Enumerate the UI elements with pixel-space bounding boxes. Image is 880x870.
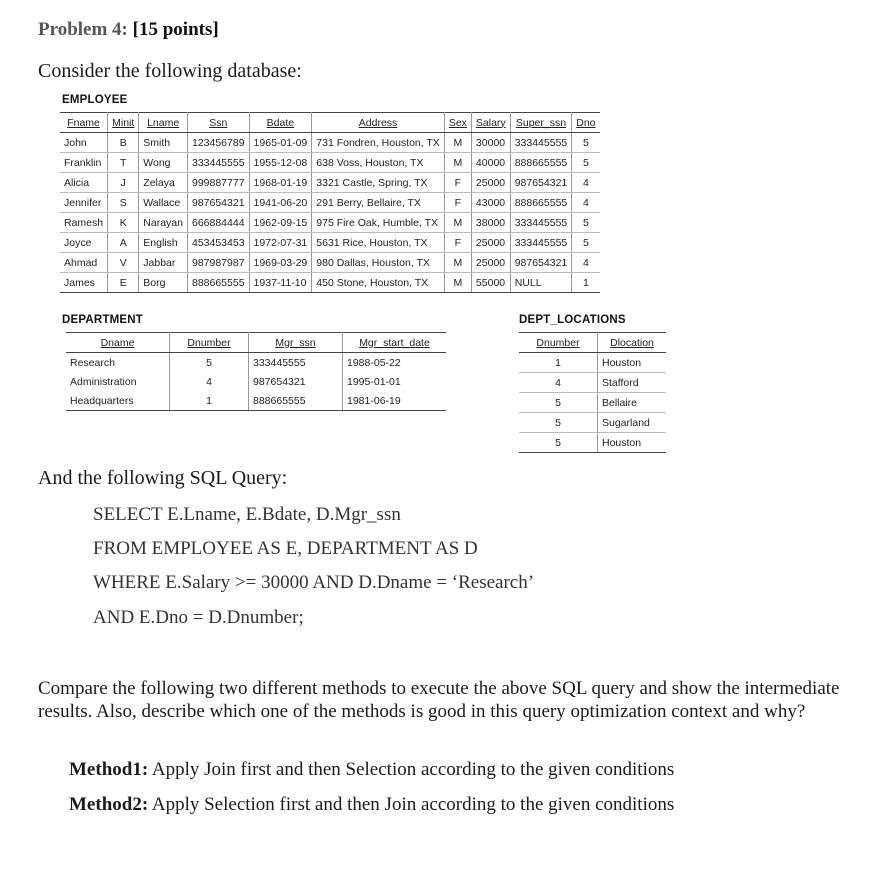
- employee-row: [60, 253, 600, 273]
- method-2-label: Method2:: [69, 794, 149, 815]
- employee-header-super-ssn: Super_ssn: [510, 113, 572, 133]
- department-cell-mgr-ssn: 888665555: [249, 391, 343, 411]
- employee-cell-fname: James: [60, 273, 108, 293]
- employee-cell-lname: Wong: [139, 153, 188, 173]
- dept-locations-row: [519, 433, 666, 453]
- employee-cell-minit: A: [108, 233, 139, 253]
- dept-locations-row: [519, 393, 666, 413]
- employee-cell-sex: F: [444, 233, 471, 253]
- department-cell-mgr-start-date: 1981-06-19: [343, 391, 447, 411]
- employee-cell-fname: Joyce: [60, 233, 108, 253]
- employee-cell-lname: Borg: [139, 273, 188, 293]
- employee-header-row: [60, 113, 600, 133]
- method-2-text: Apply Selection first and then Join according to the given conditions: [148, 794, 675, 815]
- employee-header-ssn: Ssn: [187, 113, 249, 133]
- department-table-body: [66, 353, 446, 411]
- method-1-text: Apply Join first and then Selection according to the given conditions: [148, 759, 675, 780]
- employee-cell-super-ssn: NULL: [510, 273, 572, 293]
- employee-cell-fname: Ahmad: [60, 253, 108, 273]
- employee-cell-minit: T: [108, 153, 139, 173]
- employee-cell-address: 450 Stone, Houston, TX: [312, 273, 445, 293]
- problem-label: Problem 4:: [38, 19, 128, 40]
- employee-cell-bdate: 1969-03-29: [249, 253, 312, 273]
- employee-cell-salary: 25000: [471, 173, 510, 193]
- department-row: [66, 372, 446, 391]
- employee-cell-salary: 55000: [471, 273, 510, 293]
- employee-cell-address: 975 Fire Oak, Humble, TX: [312, 213, 445, 233]
- employee-cell-super-ssn: 888665555: [510, 193, 572, 213]
- dept-locations-row: [519, 373, 666, 393]
- employee-cell-super-ssn: 333445555: [510, 213, 572, 233]
- department-header-row: [66, 333, 446, 353]
- dept-locations-cell-dnumber: 1: [519, 353, 598, 373]
- department-cell-mgr-start-date: 1995-01-01: [343, 372, 447, 391]
- dept-locations-header-dlocation: Dlocation: [598, 333, 667, 353]
- dept-locations-cell-dlocation: Sugarland: [598, 413, 667, 433]
- employee-cell-salary: 38000: [471, 213, 510, 233]
- employee-cell-salary: 30000: [471, 133, 510, 153]
- employee-cell-dno: 4: [572, 193, 600, 213]
- employee-cell-lname: Wallace: [139, 193, 188, 213]
- employee-cell-dno: 5: [572, 153, 600, 173]
- department-cell-mgr-start-date: 1988-05-22: [343, 353, 447, 373]
- employee-cell-bdate: 1968-01-19: [249, 173, 312, 193]
- employee-cell-sex: F: [444, 193, 471, 213]
- employee-header-address: Address: [312, 113, 445, 133]
- dept-locations-cell-dnumber: 5: [519, 393, 598, 413]
- employee-cell-sex: F: [444, 173, 471, 193]
- employee-cell-fname: Alicia: [60, 173, 108, 193]
- employee-cell-minit: B: [108, 133, 139, 153]
- query-intro: And the following SQL Query:: [38, 467, 288, 489]
- employee-cell-address: 731 Fondren, Houston, TX: [312, 133, 445, 153]
- dept-locations-header-row: [519, 333, 666, 353]
- employee-cell-fname: Jennifer: [60, 193, 108, 213]
- employee-cell-lname: Jabbar: [139, 253, 188, 273]
- employee-header-salary: Salary: [471, 113, 510, 133]
- employee-cell-sex: M: [444, 253, 471, 273]
- dept-locations-header-dnumber: Dnumber: [519, 333, 598, 353]
- employee-cell-lname: Smith: [139, 133, 188, 153]
- employee-cell-address: 3321 Castle, Spring, TX: [312, 173, 445, 193]
- employee-cell-bdate: 1962-09-15: [249, 213, 312, 233]
- employee-cell-minit: S: [108, 193, 139, 213]
- employee-cell-ssn: 123456789: [187, 133, 249, 153]
- employee-cell-super-ssn: 888665555: [510, 153, 572, 173]
- department-row: [66, 353, 446, 373]
- employee-cell-ssn: 453453453: [187, 233, 249, 253]
- dept-locations-table: [519, 332, 666, 453]
- employee-cell-ssn: 987654321: [187, 193, 249, 213]
- department-header-dname: Dname: [66, 333, 170, 353]
- employee-cell-ssn: 999887777: [187, 173, 249, 193]
- department-cell-mgr-ssn: 333445555: [249, 353, 343, 373]
- employee-cell-address: 980 Dallas, Houston, TX: [312, 253, 445, 273]
- employee-cell-sex: M: [444, 133, 471, 153]
- employee-row: [60, 133, 600, 153]
- employee-cell-dno: 5: [572, 233, 600, 253]
- employee-cell-salary: 25000: [471, 233, 510, 253]
- employee-table-body: [60, 133, 600, 293]
- employee-cell-ssn: 888665555: [187, 273, 249, 293]
- employee-caption: EMPLOYEE: [62, 94, 128, 106]
- employee-cell-salary: 40000: [471, 153, 510, 173]
- employee-cell-bdate: 1937-11-10: [249, 273, 312, 293]
- method-1-label: Method1:: [69, 759, 149, 780]
- employee-cell-super-ssn: 333445555: [510, 233, 572, 253]
- dept-locations-table-body: [519, 353, 666, 453]
- sql-from-line: FROM EMPLOYEE AS E, DEPARTMENT AS D: [93, 538, 478, 559]
- employee-cell-minit: K: [108, 213, 139, 233]
- employee-cell-super-ssn: 987654321: [510, 253, 572, 273]
- sql-where-line: WHERE E.Salary >= 30000 AND D.Dname = ‘Research’: [93, 572, 535, 593]
- employee-header-sex: Sex: [444, 113, 471, 133]
- department-header-dnumber: Dnumber: [170, 333, 249, 353]
- employee-cell-sex: M: [444, 153, 471, 173]
- employee-cell-address: 291 Berry, Bellaire, TX: [312, 193, 445, 213]
- department-row: [66, 391, 446, 411]
- employee-row: [60, 153, 600, 173]
- department-cell-dnumber: 4: [170, 372, 249, 391]
- employee-cell-bdate: 1955-12-08: [249, 153, 312, 173]
- intro-text: Consider the following database:: [38, 60, 302, 82]
- department-cell-dname: Headquarters: [66, 391, 170, 411]
- sql-select-line: SELECT E.Lname, E.Bdate, D.Mgr_ssn: [93, 504, 401, 525]
- employee-row: [60, 233, 600, 253]
- department-cell-dname: Research: [70, 356, 115, 369]
- department-caption: DEPARTMENT: [62, 314, 144, 326]
- department-table: [66, 332, 446, 411]
- employee-cell-salary: 25000: [471, 253, 510, 273]
- dept-locations-cell-dlocation: Houston: [598, 353, 667, 373]
- department-cell-dnumber: 5: [170, 353, 249, 373]
- employee-cell-super-ssn: 987654321: [510, 173, 572, 193]
- employee-cell-ssn: 333445555: [187, 153, 249, 173]
- employee-cell-dno: 4: [572, 253, 600, 273]
- employee-cell-dno: 4: [572, 173, 600, 193]
- employee-cell-lname: English: [139, 233, 188, 253]
- employee-cell-minit: J: [108, 173, 139, 193]
- employee-cell-salary: 43000: [471, 193, 510, 213]
- employee-cell-bdate: 1941-06-20: [249, 193, 312, 213]
- dept-locations-cell-dlocation: Houston: [598, 433, 667, 453]
- employee-header-lname: Lname: [139, 113, 188, 133]
- employee-cell-lname: Zelaya: [139, 173, 188, 193]
- method-2: [69, 794, 674, 816]
- employee-cell-address: 638 Voss, Houston, TX: [312, 153, 445, 173]
- employee-cell-lname: Narayan: [139, 213, 188, 233]
- sql-and-line: AND E.Dno = D.Dnumber;: [93, 607, 304, 628]
- dept-locations-row: [519, 413, 666, 433]
- employee-cell-ssn: 987987987: [187, 253, 249, 273]
- employee-cell-fname: Franklin: [60, 153, 108, 173]
- employee-header-dno: Dno: [572, 113, 600, 133]
- employee-cell-fname: John: [60, 133, 108, 153]
- employee-cell-minit: V: [108, 253, 139, 273]
- employee-cell-ssn: 666884444: [187, 213, 249, 233]
- employee-header-bdate: Bdate: [249, 113, 312, 133]
- employee-cell-sex: M: [444, 213, 471, 233]
- employee-row: [60, 173, 600, 193]
- employee-cell-dno: 5: [572, 213, 600, 233]
- employee-row: [60, 193, 600, 213]
- employee-cell-super-ssn: 333445555: [510, 133, 572, 153]
- dept-locations-cell-dnumber: 4: [519, 373, 598, 393]
- compare-paragraph: Compare the following two different methods to execute the above SQL query and show the intermediate results. Also, describe which one of the methods is good in this query optimization context and why?: [38, 678, 840, 722]
- problem-heading: [38, 19, 219, 41]
- employee-row: [60, 213, 600, 233]
- employee-cell-dno: 1: [572, 273, 600, 293]
- employee-cell-bdate: 1972-07-31: [249, 233, 312, 253]
- employee-cell-address: 5631 Rice, Houston, TX: [312, 233, 445, 253]
- employee-header-fname: Fname: [60, 113, 108, 133]
- employee-cell-dno: 5: [572, 133, 600, 153]
- employee-cell-bdate: 1965-01-09: [249, 133, 312, 153]
- method-1: [69, 759, 674, 781]
- employee-header-minit: Minit: [108, 113, 139, 133]
- dept-locations-cell-dnumber: 5: [519, 433, 598, 453]
- dept-locations-row: [519, 353, 666, 373]
- employee-table: [60, 112, 600, 293]
- employee-row: [60, 273, 600, 293]
- employee-cell-minit: E: [108, 273, 139, 293]
- department-cell-dnumber: 1: [170, 391, 249, 411]
- employee-cell-fname: Ramesh: [60, 213, 108, 233]
- department-header-mgr-start-date: Mgr_start_date: [343, 333, 447, 353]
- department-header-mgr-ssn: Mgr_ssn: [249, 333, 343, 353]
- employee-cell-sex: M: [444, 273, 471, 293]
- department-cell-mgr-ssn: 987654321: [249, 372, 343, 391]
- dept-locations-cell-dlocation: Stafford: [598, 373, 667, 393]
- dept-locations-cell-dlocation: Bellaire: [598, 393, 667, 413]
- dept-locations-cell-dnumber: 5: [519, 413, 598, 433]
- dept-locations-caption: DEPT_LOCATIONS: [519, 314, 626, 326]
- department-cell-dname: Administration: [70, 375, 137, 388]
- problem-points: [15 points]: [132, 19, 219, 40]
